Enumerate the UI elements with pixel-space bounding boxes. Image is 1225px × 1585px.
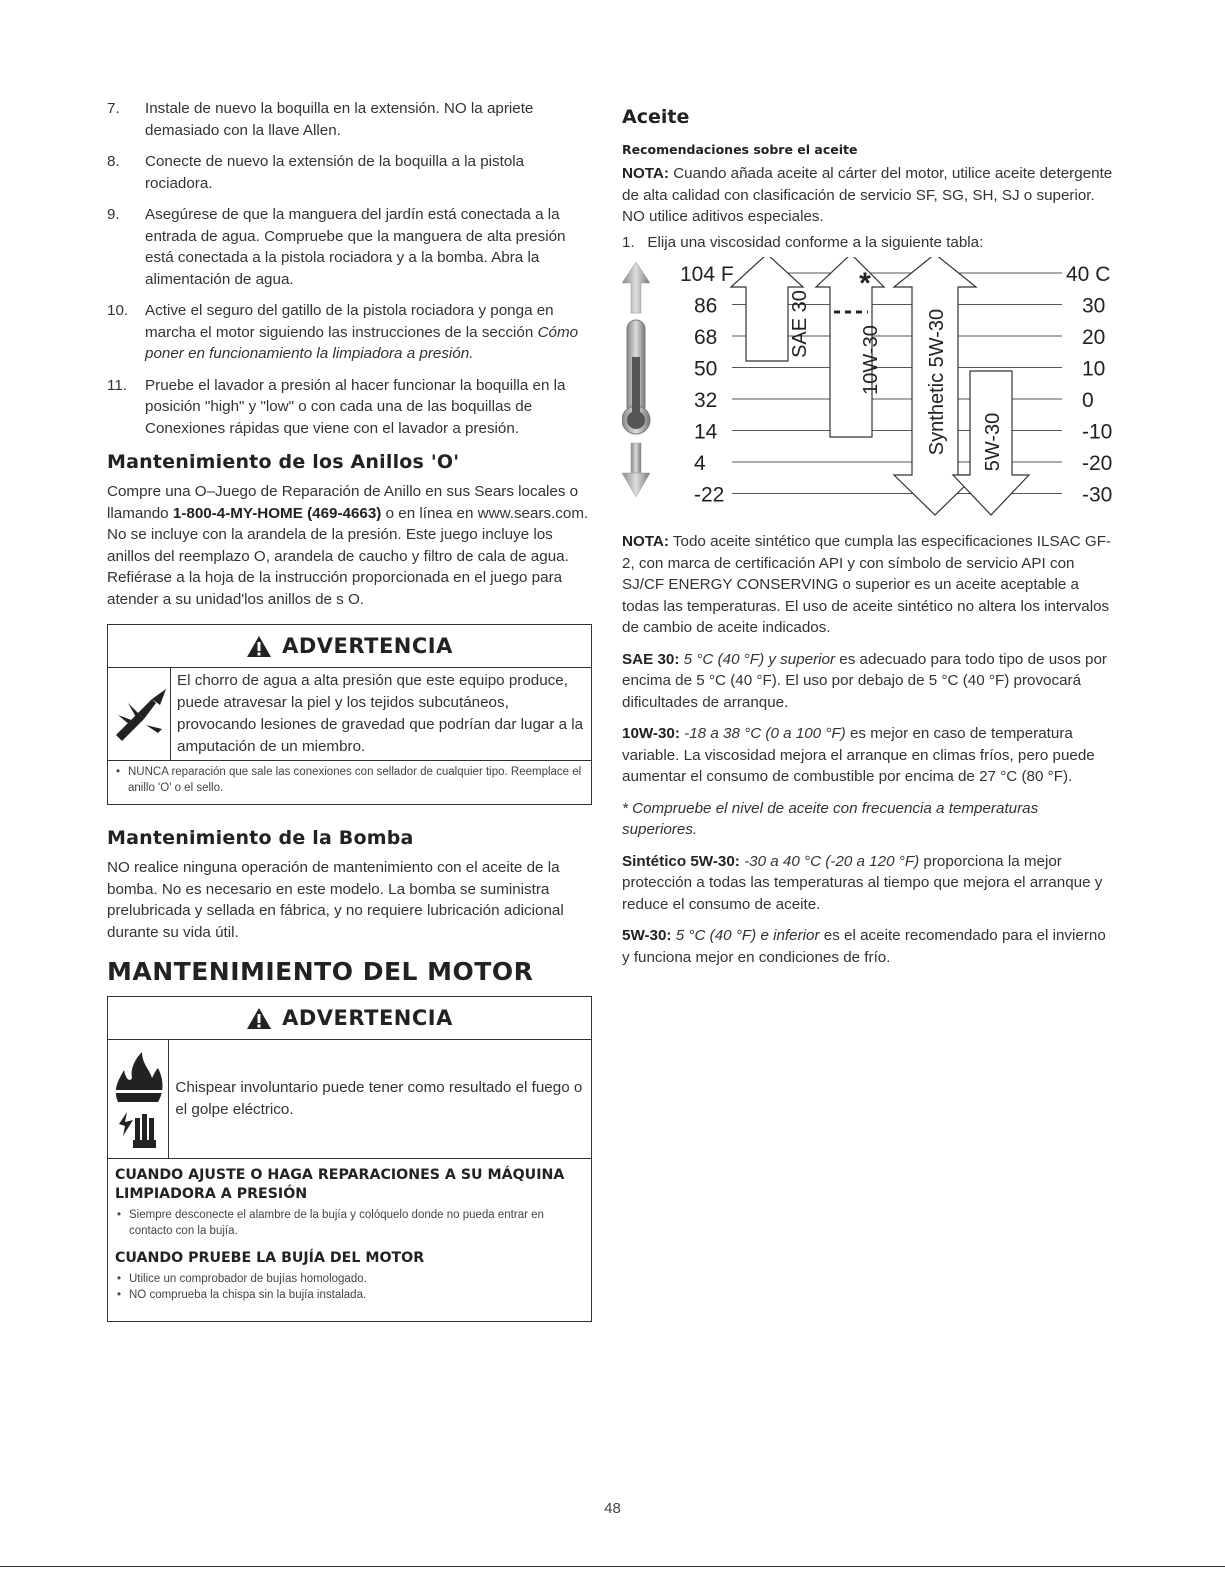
warning-title: ADVERTENCIA [282,1006,453,1030]
fahrenheit-tick-label: 32 [694,389,718,412]
celsius-tick-label: 40 C [1066,263,1111,286]
warning-subheading: CUANDO AJUSTE O HAGA REPARACIONES A SU MÁQUINA LIMPIADORA A PRESIÓN [115,1167,565,1202]
warning-triangle-icon [246,635,272,658]
warning-bullet: • Siempre desconecte el alambre de la bujía y colóquelo donde no pueda entrar en contacto con la bujía. [115,1207,585,1239]
page-bottom-rule [0,1566,1225,1567]
celsius-tick-label: 20 [1082,326,1106,349]
thermometer-icon [622,262,650,497]
pump-heading: Mantenimiento de la Bomba [107,827,414,849]
warning-bullet: • NUNCA reparación que sale las conexiones con sellador de cualquier tipo. Reemplace el anillo 'O' o el sello. [114,764,585,796]
oil-recommendations-subheading: Recomendaciones sobre el aceite [622,142,858,157]
list-item: 9. Asegúrese de que la manguera del jardín está conectada a la entrada de agua. Compruebe que la manguera de alta presión está conectada a la pistola rociadora y a la bomba. Abra la alimentación de agua. [107,206,566,288]
viscosity-chart [622,257,1117,527]
o-rings-heading: Mantenimiento de los Anillos 'O' [107,451,460,473]
fahrenheit-tick-label: 4 [694,452,706,475]
star-footnote: * Compruebe el nivel de aceite con frecuencia a temperaturas superiores. [622,799,1039,838]
synthetic-note: NOTA: Todo aceite sintético que cumpla las especificaciones ILSAC GF-2, con marca de certificación API y con símbolo de servicio API con SJ/CF ENERGY CONSERVING o superior es un aceite aceptable a todas las temperaturas. El uso de aceite sintético no altera los intervalos de cambio de aceite indicados. [622,533,1112,636]
phone-number: 1-800-4-MY-HOME (469-4663) [172,504,382,522]
oil-step-1: 1. Elija una viscosidad conforme a la siguiente tabla: [622,233,984,251]
fahrenheit-tick-label: 104 F [680,263,734,286]
warning-bullet: • Utilice un comprobador de bujías homologado. [115,1271,585,1287]
warning-text: El chorro de agua a alta presión que este equipo produce, puede atravesar la piel y los tejidos subcutáneos, provocando lesiones de gravedad que podrían dar lugar a la amputación de un miembro. [177,672,584,755]
band-label-10w-30: 10W-30 [860,325,882,395]
band-label-5w-30: 5W-30 [982,412,1004,472]
pump-paragraph: NO realice ninguna operación de mantenimiento con el aceite de la bomba. No es necesario en este modelo. La bomba se suministra prelubricada y sellada en fábrica, y no requiere lubricación adicional durante su vida útil. [107,859,564,941]
fahrenheit-tick-label: 50 [694,357,718,381]
reassembly-steps [107,98,592,439]
warning-header [108,625,591,668]
star-marker: * [859,267,871,300]
oil-heading: Aceite [622,106,690,128]
warning-triangle-icon [246,1007,272,1030]
celsius-tick-label: -20 [1082,452,1113,475]
fahrenheit-tick-label: 86 [694,294,718,318]
warning-header [108,997,591,1040]
left-column [107,98,592,1322]
warning-subheading: CUANDO PRUEBE LA BUJÍA DEL MOTOR [115,1250,425,1266]
electric-shock-icon [113,1104,163,1150]
warning-box-spark [107,996,592,1322]
warning-bullet: • NO comprueba la chispa sin la bujía instalada. [115,1287,585,1303]
engine-maintenance-heading: MANTENIMIENTO DEL MOTOR [107,957,534,986]
synthetic-5w-30-description: Sintético 5W-30: -30 a 40 °C (-20 a 120 °F) proporciona la mejor protección a todas las temperaturas al tiempo que mejora el arranque y reduce el consumo de aceite. [622,852,1103,913]
fahrenheit-tick-label: 68 [694,326,718,349]
celsius-tick-label: 10 [1082,357,1106,381]
list-item: 8. Conecte de nuevo la extensión de la boquilla a la pistola rociadora. [107,153,525,192]
celsius-tick-label: 30 [1082,294,1106,318]
band-label-sae-30: SAE 30 [789,290,811,358]
sae-30-description: SAE 30: 5 °C (40 °F) y superior es adecuado para todo tipo de usos por encima de 5 °C (40 °F). El uso por debajo de 5 °C (40 °F) provocará dificultades de arranque. [622,650,1107,711]
warning-title: ADVERTENCIA [282,634,453,658]
fahrenheit-tick-label: 14 [694,420,718,444]
right-column [622,98,1117,978]
o-rings-paragraph: Compre una O–Juego de Reparación de Anillo en sus Sears locales o llamando 1-800-4-MY-HOME (469-4663) o en línea en www.sears.com. No se incluye con la arandela de la presión. Este juego incluye los anillos del reemplazo O, arandela de caucho y filtro de cala de agua. Refiérase a la hoja de la instrucción proporcionada en el juego para atender a su unidad'los anillos de s O. [107,483,589,608]
fire-icon [108,1048,168,1104]
celsius-tick-label: -10 [1082,420,1113,444]
page-number: 48 [604,1500,621,1517]
oil-note: NOTA: Cuando añada aceite al cárter del motor, utilice aceite detergente de alta calidad con clasificación de servicio SF, SG, SH, SJ o superior. NO utilice aditivos especiales. [622,165,1113,225]
fahrenheit-tick-label: -22 [694,483,725,507]
list-item: 7. Instale de nuevo la boquilla en la extensión. NO la apriete demasiado con la llave Allen. [107,100,534,139]
celsius-tick-label: -30 [1082,483,1113,507]
warning-box-spray [107,624,592,805]
warning-text: Chispear involuntario puede tener como resultado el fuego o el golpe eléctrico. [175,1079,583,1118]
list-item: 11. Pruebe el lavador a presión al hacer funcionar la boquilla en la posición "high" y "low" o con cada una de las boquillas de Conexiones rápidas que viene con el lavador a presión. [107,376,566,437]
list-item: 10. Active el seguro del gatillo de la pistola rociadora y ponga en marcha el motor siguiendo las instrucciones de la sección Cómo poner en funcionamiento la limpiadora a presión. [107,302,579,362]
10w-30-description: 10W-30: -18 a 38 °C (0 a 100 °F) es mejor en caso de temperatura variable. La viscosidad mejora el arranque en climas fríos, pero puede aumentar el consumo de combustible por encima de 27 °C (80 °F). [622,725,1095,785]
5w-30-description: 5W-30: 5 °C (40 °F) e inferior es el aceite recomendado para el invierno y funciona mejor en condiciones de frío. [622,927,1106,966]
celsius-tick-label: 0 [1082,389,1094,412]
high-pressure-spray-injury-icon [108,668,171,760]
band-label-synthetic-5w-30: Synthetic 5W-30 [926,308,948,456]
